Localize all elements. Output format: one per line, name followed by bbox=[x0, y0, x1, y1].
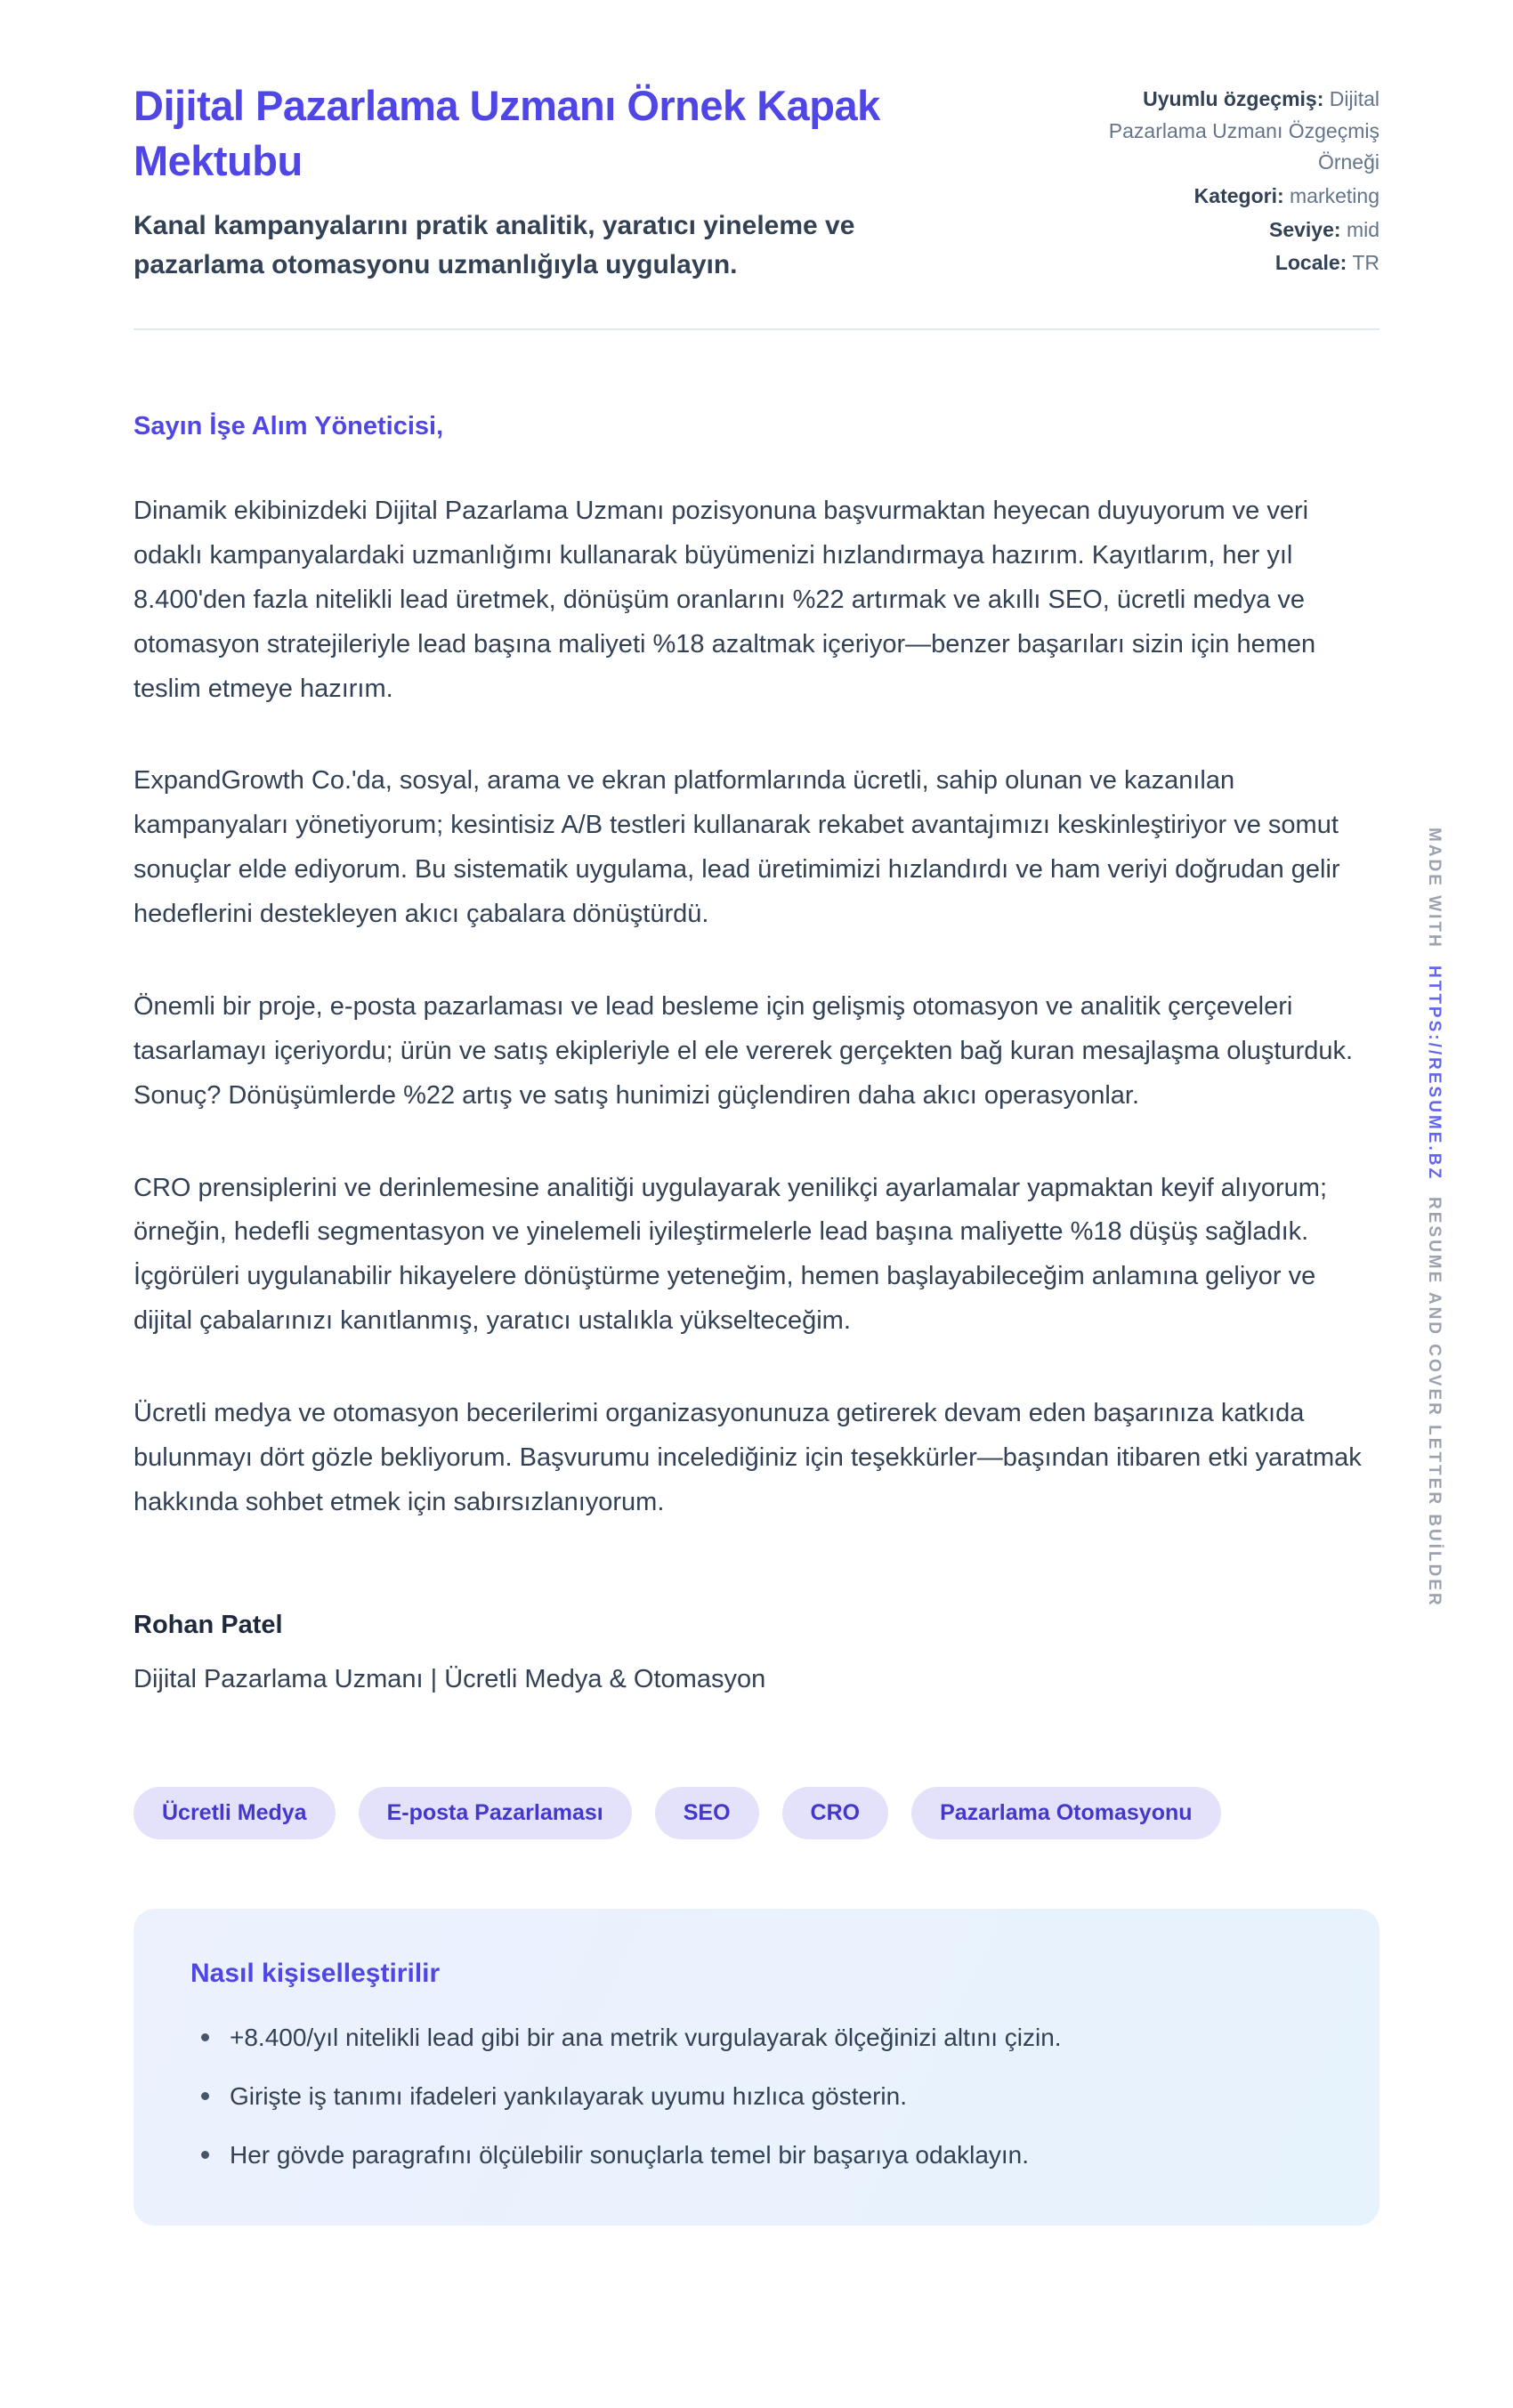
tips-title: Nasıl kişiselleştirilir bbox=[190, 1958, 441, 1988]
meta-category bbox=[1077, 181, 1380, 213]
header-title-block bbox=[134, 78, 988, 284]
tips-list bbox=[190, 2019, 1323, 2174]
page-subtitle: Kanal kampanyalarını pratik analitik, yaratıcı yineleme ve pazarlama otomasyonu uzmanlığıyla uygulayın. bbox=[134, 211, 855, 279]
meta-value: TR bbox=[1352, 251, 1380, 275]
personalization-tips-card bbox=[134, 1909, 1380, 2226]
letter-paragraph-4: CRO prensiplerini ve derinlemesine analitiği uygulayarak yenilikçi ayarlamalar yapmaktan keyif alıyorum; örneğin, hedefli segmentasyon ve yinelemeli iyileştirmelerle lead başına maliyette %18 düşüş sağladık. İçgörüleri uygulanabilir hikayelere dönüştürme yeteneğim, hemen başlayabileceğim anlamına geliyor ve dijital çabalarınızı kanıtlanmış, yaratıcı ustalıkla yükselteceğim. bbox=[134, 1173, 1328, 1336]
signature-name: Rohan Patel bbox=[134, 1610, 283, 1639]
watermark-prefix: MADE WITH bbox=[1425, 828, 1444, 949]
meta-value: mid bbox=[1346, 217, 1380, 241]
tag-pill-cro[interactable]: CRO bbox=[782, 1787, 889, 1839]
meta-label: Seviye: bbox=[1268, 217, 1341, 241]
watermark-link[interactable]: HTTPS://RESUME.BZ bbox=[1425, 965, 1444, 1181]
meta-value: Dijital Pazarlama Uzmanı Özgeçmiş Örneği bbox=[1108, 87, 1380, 174]
salutation: Sayın İşe Alım Yöneticisi, bbox=[134, 412, 444, 441]
meta-value: marketing bbox=[1290, 183, 1380, 207]
page-header bbox=[134, 78, 1380, 284]
letter-paragraph-1: Dinamik ekibinizdeki Dijital Pazarlama Uzmanı pozisyonuna başvurmaktan heyecan duyuyorum ve veri odaklı kampanyalardaki uzmanlığımı kullanarak büyümenizi hızlandırmaya hazırım. Kayıtlarım, her yıl 8.400'den fazla nitelikli lead üretmek, dönüşüm oranlarını %22 artırmak ve akıllı SEO, ücretli medya ve otomasyon stratejileriyle lead başına maliyeti %18 azaltmak içeriyor—benzer başarıları sizin için hemen teslim etmeye hazırım. bbox=[134, 497, 1316, 703]
meta-label: Kategori: bbox=[1193, 183, 1284, 207]
letter-paragraph-3: Önemli bir proje, e-posta pazarlaması ve lead besleme için gelişmiş otomasyon ve analitik çerçeveleri tasarlamayı içeriyordu; ürün ve satış ekipleriyle el ele vererek gerçekten bağ kuran mesajlaşma oluşturduk. Sonuç? Dönüşümlerde %22 artış ve satış hunimizi güçlendiren daha akıcı operasyonlar. bbox=[134, 991, 1354, 1110]
tag-pill-email-marketing[interactable]: E-posta Pazarlaması bbox=[359, 1787, 632, 1839]
tag-pill-paid-media[interactable]: Ücretli Medya bbox=[134, 1787, 336, 1839]
meta-locale bbox=[1077, 247, 1380, 279]
page-title: Dijital Pazarlama Uzmanı Örnek Kapak Mektubu bbox=[134, 82, 880, 185]
meta-panel bbox=[1077, 78, 1380, 284]
tip-item-3: Her gövde paragrafını ölçülebilir sonuçlarla temel bir başarıya odaklayın. bbox=[190, 2137, 1323, 2174]
cover-letter-body bbox=[134, 412, 1380, 1694]
tag-pill-marketing-automation[interactable]: Pazarlama Otomasyonu bbox=[911, 1787, 1220, 1839]
letter-paragraph-2: ExpandGrowth Co.'da, sosyal, arama ve ekran platformlarında ücretli, sahip olunan ve kazanılan kampanyaları yönetiyorum; kesintisiz A/B testleri kullanarak rekabet avantajımızı keskinleştiriyor ve somut sonuçlar elde ediyorum. Bu sistematik uygulama, lead üretimimizi hızlandırdı ve ham veriyi doğrudan gelir hedeflerini destekleyen akıcı çabalara dönüştürdü. bbox=[134, 766, 1340, 929]
tip-item-1: +8.400/yıl nitelikli lead gibi bir ana metrik vurgulayarak ölçeğinizi altını çizin. bbox=[190, 2019, 1323, 2056]
meta-level bbox=[1077, 214, 1380, 246]
made-with-watermark bbox=[1424, 828, 1444, 1608]
tag-list bbox=[134, 1787, 1380, 1839]
watermark-suffix: RESUME AND COVER LETTER BUİLDER bbox=[1425, 1196, 1444, 1608]
letter-paragraph-5: Ücretli medya ve otomasyon becerilerimi organizasyonunuza getirerek devam eden başarınıza katkıda bulunmayı dört gözle bekliyorum. Başvurumu incelediğiniz için teşekkürler—başından itibaren etki yaratmak hakkında sohbet etmek için sabırsızlanıyorum. bbox=[134, 1399, 1362, 1516]
tag-pill-seo[interactable]: SEO bbox=[655, 1787, 759, 1839]
meta-matching-resume bbox=[1077, 84, 1380, 179]
meta-label: Locale: bbox=[1274, 251, 1347, 275]
header-divider bbox=[134, 328, 1380, 330]
tip-item-2: Girişte iş tanımı ifadeleri yankılayarak uyumu hızlıca gösterin. bbox=[190, 2078, 1323, 2115]
meta-label: Uyumlu özgeçmiş: bbox=[1143, 87, 1324, 110]
signature-role: Dijital Pazarlama Uzmanı | Ücretli Medya & Otomasyon bbox=[134, 1664, 766, 1693]
